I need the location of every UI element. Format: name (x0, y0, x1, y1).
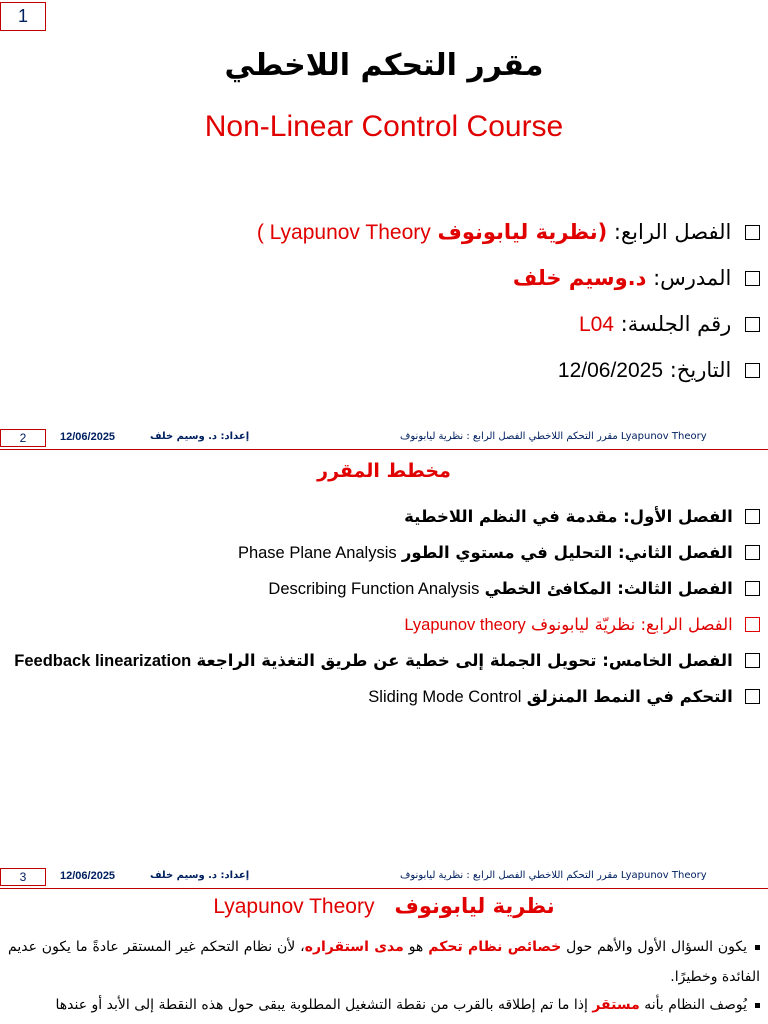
info-list (257, 212, 760, 396)
slide-header (0, 866, 768, 889)
text: هو (408, 939, 424, 955)
bullet-square-icon (755, 945, 760, 950)
page-number: 2 (0, 429, 46, 447)
checkbox-icon (745, 653, 760, 668)
highlight-text: مستقر (592, 997, 640, 1013)
highlight-text: خصائص نظام تحكم (428, 939, 562, 955)
header-course-info: مقرر التحكم اللاخطي الفصل الرابع : نظرية ليابونوف Lyapunov Theory (400, 870, 707, 881)
checkbox-icon (745, 363, 760, 378)
instructor-label: المدرس: (653, 266, 732, 290)
chapter-text-english: Sliding Mode Control (368, 688, 522, 706)
header-date: 12/06/2025 (60, 431, 116, 443)
header-author: إعداد: د. وسيم خلف (150, 870, 250, 881)
paragraph (8, 932, 760, 992)
text: يُوصف النظام بأنه (644, 997, 747, 1013)
list-item (14, 499, 760, 535)
chapter-text: التحكم في النمط المنزلق (526, 687, 733, 706)
paragraph (8, 990, 760, 1020)
chapter-text: الفصل الرابع: نظريّة ليابونوف (530, 615, 733, 634)
text: ، لأن نظام التحكم غير المستقر عادةً ما يكون عديم الفائدة وخطيرًا. (8, 939, 760, 985)
checkbox-icon (745, 317, 760, 332)
section-heading-arabic: نظرية ليابونوف (394, 894, 555, 918)
list-item-date (257, 350, 760, 396)
list-item-chapter (257, 212, 760, 258)
session-label: رقم الجلسة: (620, 312, 732, 336)
chapter-label: الفصل الرابع: (613, 220, 732, 244)
slide-1 (0, 0, 768, 420)
chapter-text: الفصل الأول: مقدمة في النظم اللاخطية (404, 507, 733, 526)
checkbox-icon (745, 617, 760, 632)
chapter-text-english: Describing Function Analysis (268, 580, 480, 598)
chapter-text: الفصل الثاني: التحليل في مستوي الطور (401, 543, 733, 562)
checkbox-icon (745, 225, 760, 240)
chapter-text-english: Phase Plane Analysis (237, 544, 397, 562)
list-item-session (257, 304, 760, 350)
chapter-text-english: Lyapunov theory (404, 616, 526, 634)
page-number: 1 (0, 2, 46, 31)
list-item (14, 679, 760, 715)
checkbox-icon (745, 545, 760, 560)
list-item (14, 535, 760, 571)
section-heading-english: Lyapunov Theory (213, 895, 375, 918)
course-title-english: Non-Linear Control Course (204, 110, 564, 143)
date-label: التاريخ: (669, 358, 732, 382)
chapter-text: الفصل الثالث: المكافئ الخطي (484, 579, 733, 598)
checkbox-icon (745, 581, 760, 596)
list-item-instructor (257, 258, 760, 304)
header-date: 12/06/2025 (60, 870, 116, 882)
list-item (14, 571, 760, 607)
list-item-current (14, 607, 760, 643)
chapter-value-arabic: (نظرية ليابونوف (437, 220, 608, 244)
outline-heading: مخطط المقرر (317, 460, 451, 482)
slide-header (0, 427, 768, 450)
checkbox-icon (745, 689, 760, 704)
session-value: L04 (578, 313, 614, 336)
checkbox-icon (745, 271, 760, 286)
slide-3 (0, 866, 768, 1024)
header-author: إعداد: د. وسيم خلف (150, 431, 250, 442)
chapter-text-english: Feedback linearization (14, 652, 192, 670)
header-course-info: مقرر التحكم اللاخطي الفصل الرابع : نظرية ليابونوف Lyapunov Theory (400, 431, 707, 442)
date-value: 12/06/2025 (557, 359, 664, 382)
bullet-square-icon (755, 1003, 760, 1008)
chapter-text: الفصل الخامس: تحويل الجملة إلى خطية عن طريق التغذية الراجعة (196, 651, 733, 670)
section-heading (0, 894, 768, 919)
outline-list (14, 499, 760, 715)
text: يكون السؤال الأول والأهم حول (566, 939, 748, 955)
text: إذا ما تم إطلاقه بالقرب من نقطة التشغيل المطلوبة يبقى حول هذه النقطة إلى الأبد أو عندها (55, 997, 588, 1013)
highlight-text: مدى استقراره (304, 939, 404, 955)
course-title-arabic: مقرر التحكم اللاخطي (224, 48, 544, 83)
chapter-value-english: Lyapunov Theory ) (256, 221, 431, 244)
slide-2 (0, 427, 768, 837)
list-item (14, 643, 760, 679)
checkbox-icon (745, 509, 760, 524)
instructor-value: د.وسيم خلف (512, 266, 647, 290)
page-number: 3 (0, 868, 46, 886)
